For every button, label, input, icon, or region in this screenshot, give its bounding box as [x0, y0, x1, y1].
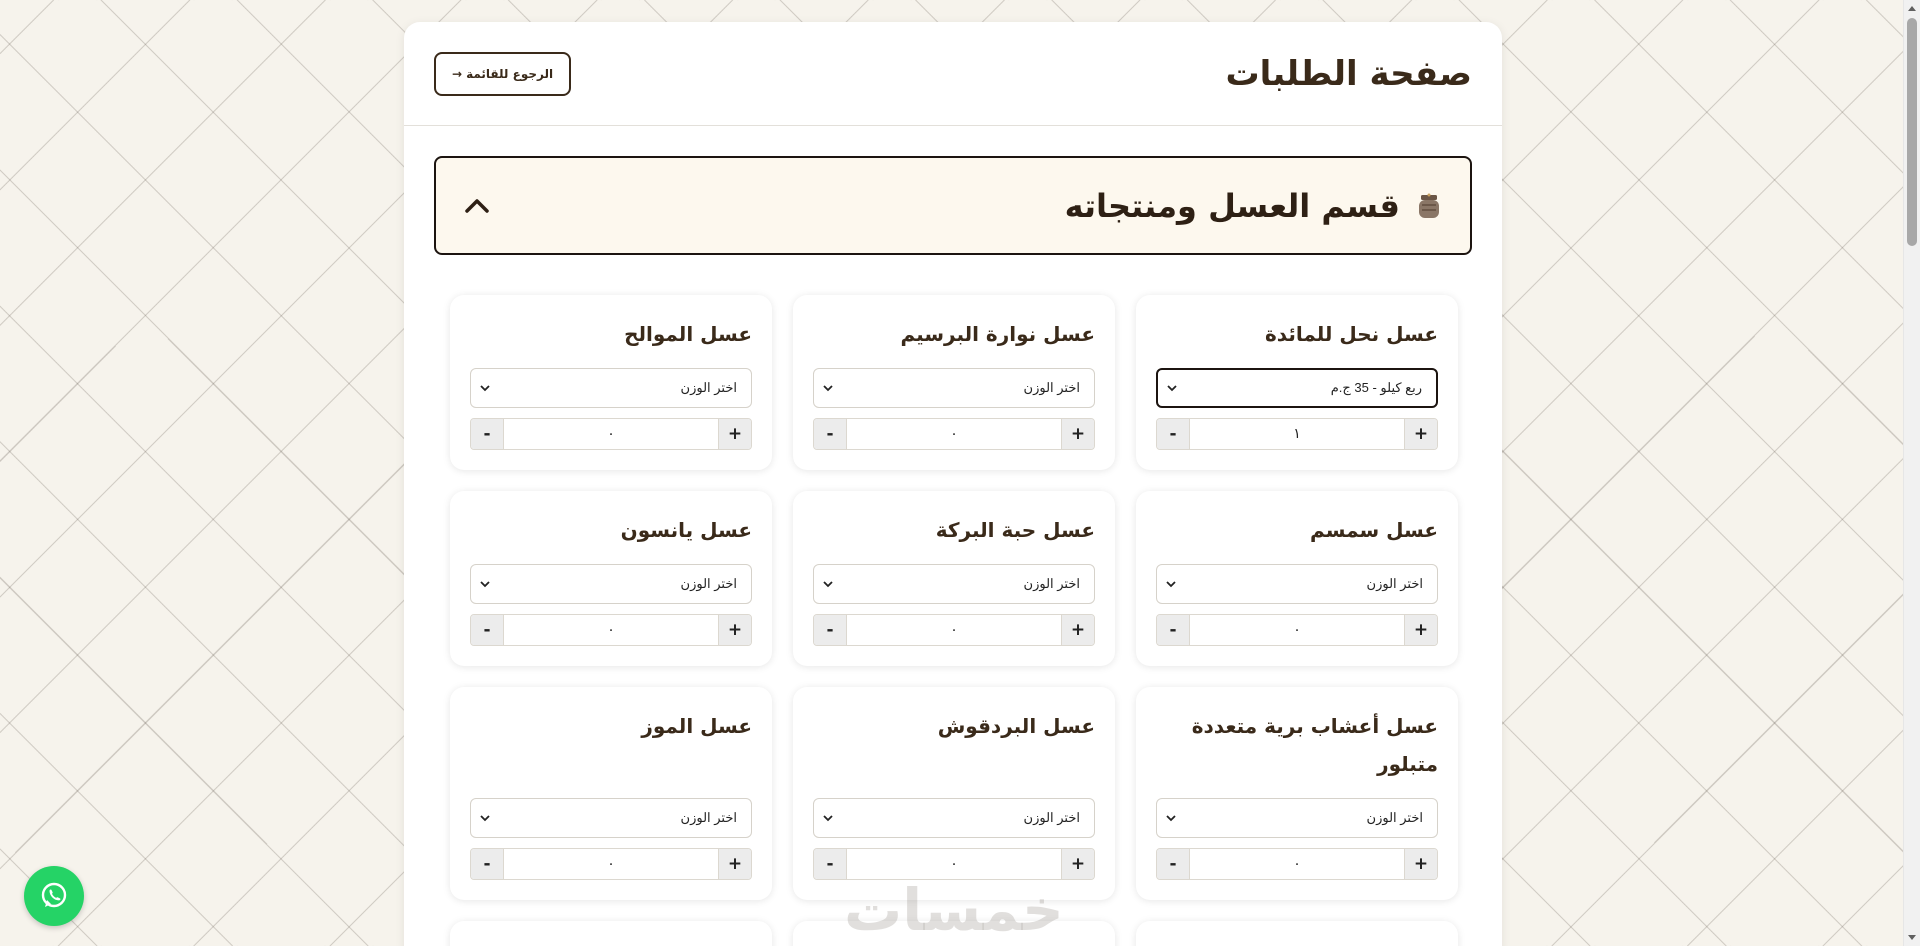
chevron-down-icon — [822, 578, 834, 590]
quantity-stepper — [813, 614, 1095, 646]
whatsapp-icon — [38, 880, 70, 912]
chevron-down-icon — [1166, 382, 1178, 394]
product-card — [450, 491, 772, 666]
quantity-value[interactable]: ٠ — [846, 849, 1062, 879]
chevron-up-icon[interactable] — [462, 191, 492, 221]
quantity-stepper — [1156, 614, 1438, 646]
weight-select[interactable] — [470, 368, 752, 408]
weight-select[interactable] — [1156, 798, 1438, 838]
quantity-stepper — [470, 614, 752, 646]
decrease-button[interactable]: - — [471, 849, 503, 879]
honey-jar-icon — [1414, 191, 1444, 221]
increase-button[interactable]: + — [719, 849, 751, 879]
watermark-logo: خمسات — [844, 876, 1064, 944]
scroll-up-icon[interactable] — [1908, 6, 1916, 11]
product-name: عسل الموالح — [624, 322, 752, 346]
weight-select[interactable] — [1156, 368, 1438, 408]
quantity-stepper — [1156, 848, 1438, 880]
weight-select-value: ربع كيلو - 35 ج.م — [1330, 380, 1422, 395]
quantity-value[interactable]: ٠ — [1189, 849, 1405, 879]
quantity-value[interactable]: ٠ — [846, 615, 1062, 645]
product-name: عسل أعشاب برية متعددة متبلور — [1191, 714, 1438, 776]
quantity-stepper — [470, 848, 752, 880]
decrease-button[interactable]: - — [471, 419, 503, 449]
product-name: عسل حبة البركة — [935, 518, 1095, 542]
product-card — [450, 295, 772, 470]
weight-select-value: اختر الوزن — [1366, 576, 1423, 591]
quantity-value[interactable]: ٠ — [1189, 615, 1405, 645]
page-title: صفحة الطلبات — [1225, 53, 1472, 94]
decrease-button[interactable]: - — [814, 849, 846, 879]
increase-button[interactable]: + — [1062, 615, 1094, 645]
weight-select-value: اختر الوزن — [680, 576, 737, 591]
quantity-value[interactable]: ١ — [1189, 419, 1405, 449]
weight-select[interactable] — [1156, 564, 1438, 604]
whatsapp-button[interactable] — [24, 866, 84, 926]
increase-button[interactable]: + — [1062, 419, 1094, 449]
chevron-down-icon — [479, 578, 491, 590]
product-name: عسل يانسون — [620, 518, 752, 542]
panel-header — [404, 22, 1502, 126]
chevron-down-icon — [822, 382, 834, 394]
honey-section-toggle[interactable] — [434, 156, 1472, 255]
quantity-value[interactable]: ٠ — [503, 615, 719, 645]
weight-select[interactable] — [813, 368, 1095, 408]
chevron-down-icon — [1165, 578, 1177, 590]
decrease-button[interactable]: - — [1157, 615, 1189, 645]
product-card — [793, 687, 1115, 900]
decrease-button[interactable]: - — [1157, 419, 1189, 449]
increase-button[interactable]: + — [719, 615, 751, 645]
section-title: قسم العسل ومنتجاته — [1064, 186, 1400, 225]
weight-select-value: اختر الوزن — [1023, 810, 1080, 825]
weight-select[interactable] — [813, 798, 1095, 838]
decrease-button[interactable]: - — [1157, 849, 1189, 879]
increase-button[interactable]: + — [1062, 849, 1094, 879]
weight-select[interactable] — [470, 564, 752, 604]
quantity-value[interactable]: ٠ — [503, 849, 719, 879]
decrease-button[interactable]: - — [814, 419, 846, 449]
increase-button[interactable]: + — [719, 419, 751, 449]
product-card — [1136, 687, 1458, 900]
quantity-stepper — [813, 418, 1095, 450]
quantity-stepper — [470, 418, 752, 450]
arrow-left-icon: → — [452, 66, 463, 81]
weight-select-value: اختر الوزن — [1366, 810, 1423, 825]
increase-button[interactable]: + — [1405, 419, 1437, 449]
weight-select[interactable] — [813, 564, 1095, 604]
chevron-down-icon — [1165, 812, 1177, 824]
decrease-button[interactable]: - — [471, 615, 503, 645]
chevron-down-icon — [822, 812, 834, 824]
orders-panel — [404, 22, 1502, 946]
product-card — [450, 921, 772, 946]
product-name: عسل سمسم — [1310, 518, 1438, 542]
product-card — [1136, 295, 1458, 470]
weight-select-value: اختر الوزن — [680, 810, 737, 825]
product-name: عسل الموز — [641, 714, 752, 738]
page-scrollbar[interactable] — [1903, 0, 1920, 946]
product-card — [1136, 491, 1458, 666]
scrollbar-thumb[interactable] — [1907, 18, 1917, 246]
product-card — [793, 295, 1115, 470]
quantity-value[interactable]: ٠ — [846, 419, 1062, 449]
product-name: عسل نوارة البرسيم — [900, 322, 1095, 346]
weight-select-value: اختر الوزن — [680, 380, 737, 395]
section-heading — [1065, 187, 1444, 225]
quantity-value[interactable]: ٠ — [503, 419, 719, 449]
quantity-stepper — [1156, 418, 1438, 450]
product-grid — [404, 255, 1502, 946]
product-name: عسل البردقوش — [937, 714, 1095, 738]
increase-button[interactable]: + — [1405, 615, 1437, 645]
scroll-down-icon[interactable] — [1908, 935, 1916, 940]
chevron-down-icon — [479, 382, 491, 394]
weight-select[interactable] — [470, 798, 752, 838]
back-to-menu-button[interactable] — [434, 52, 571, 96]
decrease-button[interactable]: - — [814, 615, 846, 645]
increase-button[interactable]: + — [1405, 849, 1437, 879]
back-to-menu-label: الرجوع للقائمة — [466, 66, 554, 81]
weight-select-value: اختر الوزن — [1023, 576, 1080, 591]
product-name: عسل نحل للمائدة — [1264, 322, 1438, 346]
product-card — [793, 491, 1115, 666]
weight-select-value: اختر الوزن — [1023, 380, 1080, 395]
product-card — [1136, 921, 1458, 946]
chevron-down-icon — [479, 812, 491, 824]
product-card — [450, 687, 772, 900]
